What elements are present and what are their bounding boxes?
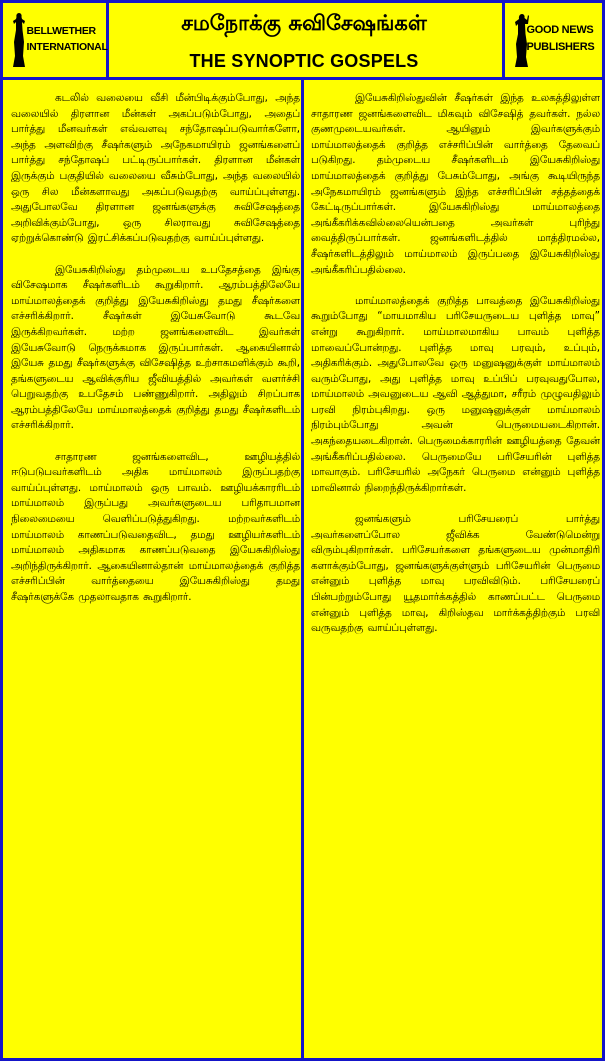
page-title-english: THE SYNOPTIC GOSPELS (189, 51, 419, 71)
left-paragraph-2: இயேசுகிறிஸ்து தம்முடைய உபதேசத்தை இங்கு விசேஷமாக சீஷர்களிடம் கூறுகிறார். ஆரம்பத்திலேயே மாய்மாலத்தைக் குறித்து இயேசுகிறிஸ்து தமது சீஷர்களை எச்சரிக்கிறார். சீஷர்கள் இயேசுவோடு கூடவே இருக்கிறவர்கள். மற்ற ஜனங்களைவிட இவர்கள் இயேசுவோடு நெருக்கமாக இருப்பார்கள். ஆகையினால் இயேசு தமது சீஷர்களுக்கு விசேஷித்த உற்சாகமளிக்கும் கூறி, தங்களுடைய ஆவிக்குரிய ஜீவியத்தில் அவர்கள் வளர்ச்சி பெறுவதற்கு உபதேசம் பண்ணுகிறார். அதிலும் சிறப்பாக ஆரம்பத்திலேயே மாய்மாலத்தைக் குறித்து தமது சீஷர்களிடம் எச்சரிக்கிறார். (11, 263, 300, 432)
column-divider (301, 80, 304, 1058)
logo-left-line1: BELLWETHER (26, 25, 96, 37)
header (3, 3, 602, 80)
right-paragraph-3: ஜனங்களும் பரிசேயரைப் பார்த்து அவர்களைப்போல ஜீவிக்க வேண்டுமென்று விரும்புகிறார்கள். பரிசேயர்களை தங்களுடைய முன்மாதிரி களாக்கும்போது, ஜனங்களுக்குள்ளும் பரிசேயரின் பெருமை என்னும் புளித்த மாவு பரவிவிடும். பரிசேயரைப் பின்பற்றும்போது யூதமார்க்கத்தில் காணப்பட்ட பெருமை என்னும் புளித்த மாவு, கிறிஸ்தவ மார்க்கத்திற்கும் பரவி வருவதற்கு வாய்ப்புள்ளது. (311, 513, 600, 635)
bellwether-logo (3, 3, 109, 77)
title-box (112, 3, 496, 77)
logo-left-line2: INTERNATIONAL (26, 41, 108, 53)
right-paragraph-2: மாய்மாலத்தைக் குறித்த பாவத்தை இயேசுகிறிஸ்து கூறும்போது “மாயமாகிய பரிசேயருடைய புளித்த மாவு” என்று கூறுகிறார். மாய்மாலமாகிய பாவம் புளித்த மாவைப்போன்றது. புளித்த மாவு பரவும், உப்பும், அதிகரிக்கும். அதுபோலவே ஒரு மனுஷனுக்குள் மாய்மாலம் வரும்போது, அது புளித்த மாவு உப்பிப் பரவுவதுபோல, மாய்மாலம் அவனுடைய ஆவி ஆத்துமா, சரீரம் முழுவதிலும் பரவி நிரம்புகிறது. ஒரு மனுஷனுக்குள் மாய்மாலம் நிரம்பும்போது அவன் பெருமையடைகிறான். அகந்தையடைகிறான். பெருமைக்காரரின் ஊழியத்தை தேவன் அங்கீகரிப்பதில்லை. பெருமையே பரிசேயரின் புளித்த மாவாகும். பரிசேயரில் அநேகர் பெருமை என்னும் புளித்த மாவினால் நிறைந்திருக்கிறார்கள். (311, 294, 600, 494)
left-column (11, 91, 300, 1051)
good-news-logo (502, 3, 602, 77)
right-column (311, 91, 600, 1051)
right-paragraph-1: இயேசுகிறிஸ்துவின் சீஷர்கள் இந்த உலகத்திலுள்ள சாதாரண ஜனங்களைவிட மிகவும் விசேஷித் தவர்கள். நல்ல குணமுடையவர்கள். ஆயினும் இவர்களுக்கும் மாய்மாலத்தைக் குறித்த எச்சரிப்பின் வார்த்தை தேவைப் படுகிறது. தம்முடைய சீஷர்களிடம் இயேசுகிறிஸ்து மாய்மாலத்தைக் குறித்து பேசும்போது, அங்கு கூடியிருந்த அநேகமாயிரம் ஜனங்களும் இந்த எச்சரிப்பின் சத்தத்தைக் கேட்டிருப்பார்கள். இயேசுகிறிஸ்து மாய்மாலத்தை அங்கீகரிக்கவில்லையென்பதை அவர்கள் புரிந்து வைத்திருப்பார்கள். ஜனங்களிடத்தில் மாத்திரமல்ல, சீஷர்களிடத்திலும் மாய்மாலம் இருப்பதை இயேசுகிறிஸ்து அங்கீகரிப்பதில்லை. (311, 92, 600, 276)
left-paragraph-3: சாதாரண ஜனங்களைவிட, ஊழியத்தில் ஈடுபடுபவர்களிடம் அதிக மாய்மாலம் இருப்பதற்கு வாய்ப்புள்ளது. மாய்மாலம் ஒரு பாவம். ஊழியக்காரரிடம் மாய்மாலம் இருப்பது அவர்களுடைய பரிதாபமான நிலைமையை வெளிப்படுத்துகிறது. மற்றவர்களிடம் மாய்மாலம் காணப்படுவதைவிட, தமது ஊழியர்களிடம் மாய்மாலம் அதிகமாக காணப்படுவதை இயேசுகிறிஸ்து அறிந்திருக்கிறார். ஆகையினால்தான் மாய்மாலத்தைக் குறித்த எச்சரிப்பின் வார்த்தையை இயேசுகிறிஸ்து தமது சீஷர்களுக்கே முதலாவதாக கூறுகிறார். (11, 450, 300, 603)
preacher-figure-icon (513, 12, 529, 68)
page-title-tamil: சமநோக்கு சுவிசேஷங்கள் (181, 11, 427, 35)
logo-right-line2: PUBLISHERS (526, 41, 595, 53)
statue-figure-icon (11, 12, 27, 68)
logo-right-line1: GOOD NEWS (526, 24, 594, 36)
left-paragraph-1: கடலில் வலையை வீசி மீன்பிடிக்கும்போது, அந்த வலையில் திரளான மீன்கள் அகப்படும்போது, அதைப் பார்த்து மீனவர்கள் எவ்வளவு சந்தோஷப்படுவார்களோ, அந்த அளவிற்கு சீஷர்களும் அநேகமாயிரம் ஜனங்களைப் பார்த்து சந்தோஷப் பட்டிருப்பார்கள். திரளான மீன்கள் இருக்கும் பகுதியில் வலையை வீசும்போது, அந்த வலையில் ஒரு சில மீன்களாவது அகப்படுவதற்கு வாய்ப்புள்ளது. அதுபோலவே திரளான ஜனங்களுக்கு சுவிசேஷத்தை அறிவிக்கும்போது, ஒரு சிலராவது சுவிசேஷத்தை ஏற்றுக்கொண்டு இரட்சிக்கப்படுவதற்கு வாய்ப்புள்ளது. (11, 92, 300, 245)
